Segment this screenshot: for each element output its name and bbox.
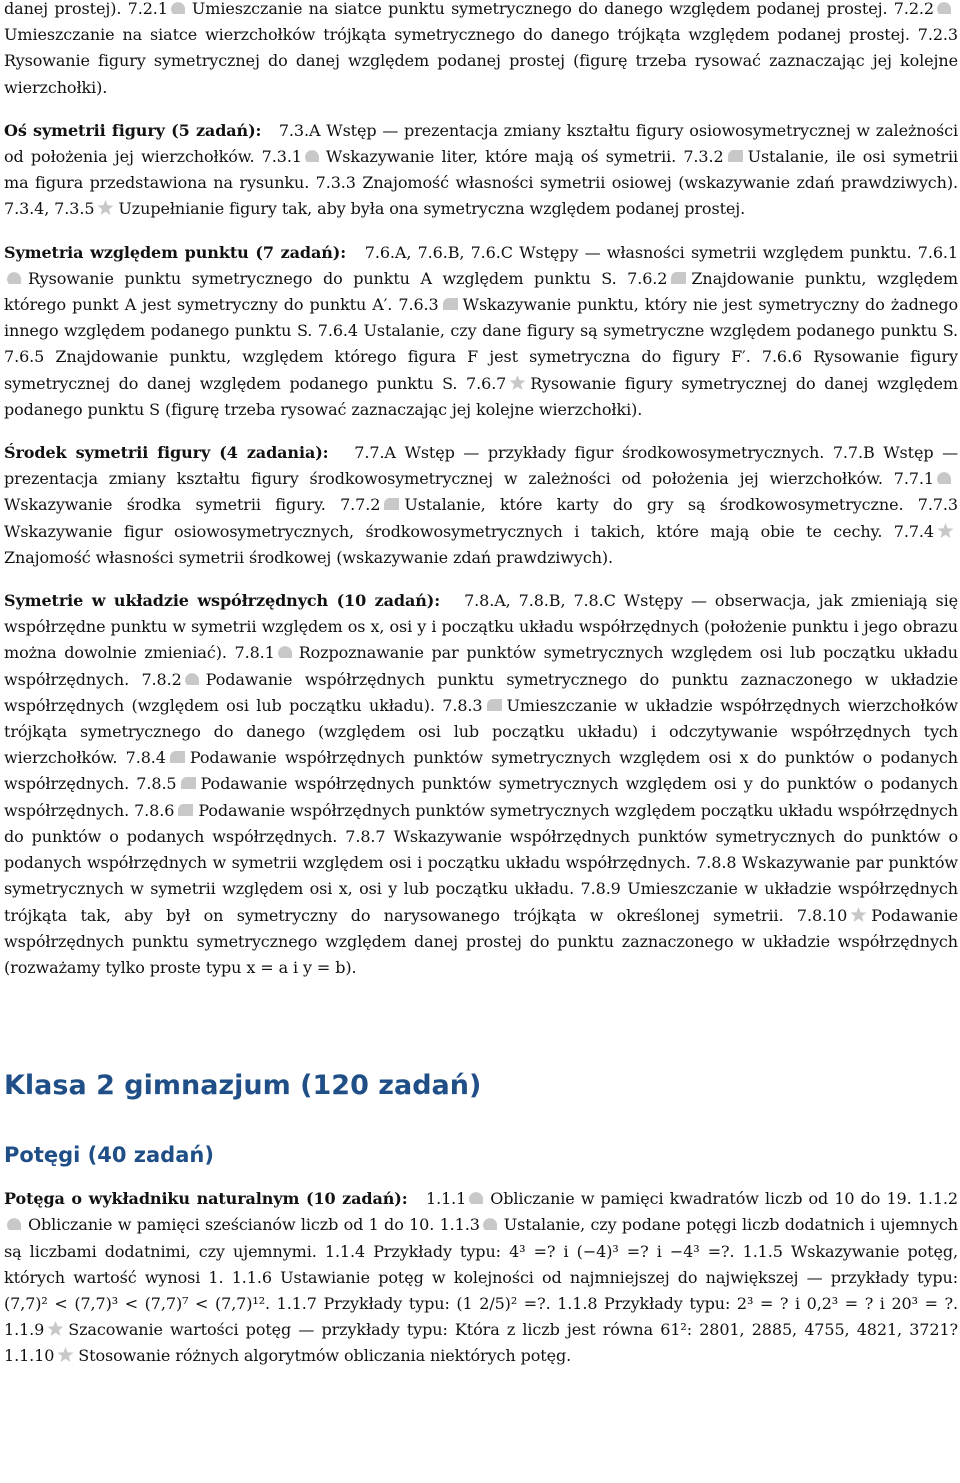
task-text: 7.7.A Wstęp — przykłady figur środkowosymetrycznych. 7.7.B Wstęp — prezentacja zmiany kształtu figury środkowosymetrycznej w zależności od położenia jej wierzchołków. 7.7.1 (4, 443, 959, 489)
task-text: 7.6.A, 7.6.B, 7.6.C Wstępy — własności symetrii względem punktu. 7.6.1 (364, 242, 958, 262)
level-1-icon (278, 644, 295, 659)
task-text: Obliczanie w pamięci kwadratów liczb od 10 do 19. 1.1.2 (490, 1189, 958, 1209)
star-icon (57, 1347, 74, 1362)
section-symetria-punktu (4, 240, 958, 423)
level-1-icon (469, 1190, 486, 1205)
task-text: Znajdowanie punktu, względem którego punkt A jest symetryczny do punktu A′. 7.6.3 (4, 268, 958, 315)
level-1-icon (305, 148, 322, 163)
level-1-icon (937, 0, 954, 15)
task-text: Podawanie współrzędnych punktów symetrycznych względem osi x do punktów o podanych współrzędnych. 7.8.5 (4, 748, 958, 794)
task-text: Rysowanie punktu symetrycznego do punktu A względem punktu S. 7.6.2 (28, 268, 668, 288)
intro-text-3: Umieszczanie na siatce wierzchołków trójkąta symetrycznego do danego trójkąta względem podanej prostej. 7.2.3 Rysowanie figury symetrycznej do danej względem podanej prostej (figurę trzeba rysować zaznaczając jej kolejne wierzchołki). (4, 25, 958, 97)
level-1-icon (483, 1216, 500, 1231)
level-1-icon (185, 671, 202, 686)
section-title: Symetria względem punktu (7 zadań): (4, 242, 347, 262)
level-2-icon (177, 802, 194, 817)
section-srodek-symetrii (4, 440, 958, 571)
task-text: Stosowanie różnych algorytmów obliczania niektórych potęg. (78, 1346, 572, 1366)
level-1-icon (7, 270, 24, 285)
chapter-heading: Potęgi (40 zadań) (4, 1143, 214, 1168)
task-text: Wskazywanie liter, które mają oś symetrii. 7.3.2 (325, 147, 724, 167)
task-text: Podawanie współrzędnych punktów symetrycznych względem osi y do punktów o podanych współrzędnych. 7.8.6 (4, 774, 958, 820)
task-text: Ustalanie, ile osi symetrii ma figura przedstawiona na rysunku. 7.3.3 Znajomość własności symetrii osiowej (wskazywanie zdań prawdziwych). 7.3.4, 7.3.5 (4, 147, 958, 219)
level-2-icon (727, 148, 744, 163)
star-icon (97, 200, 114, 215)
section-title: Oś symetrii figury (5 zadań): (4, 120, 262, 140)
task-text: 7.3.A Wstęp — prezentacja zmiany kształtu figury osiowosymetrycznej w zależności od położenia jej wierzchołków. 7.3.1 (4, 120, 959, 167)
level-2-icon (169, 749, 186, 764)
star-icon (509, 375, 526, 390)
level-2-icon (670, 270, 687, 285)
section-uklad-wspolrzednych (4, 588, 958, 981)
task-text: Wskazywanie punktu, który nie jest symetryczny do żadnego innego względem podanego punktu S. 7.6.4 Ustalanie, czy dane figury są symetryczne względem podanego punktu S. 7.6.5 Znajdowanie punktu, względem którego figura F jest symetryczna do figury F′. 7.6.6 Rysowanie figury symetrycznej do danej względem podanego punktu S. 7.6.7 (4, 295, 958, 393)
task-text: Podawanie współrzędnych punktów symetrycznych względem początku układu współrzędnych do punktów o podanych współrzędnych. 7.8.7 Wskazywanie współrzędnych punktów symetrycznych do punktów o podanych współrzędnych w symetrii względem osi i początku układu współrzędnych. 7.8.8 Wskazywanie par punktów symetrycznych w symetrii względem osi x, osi y lub początku układu. 7.8.9 Umieszczanie w układzie współrzędnych trójkąta tak, aby był on symetryczny do narysowanego trójkąta w określonej symetrii. 7.8.10 (4, 800, 958, 925)
task-text: Ustalanie, które karty do gry są środkowosymetryczne. 7.7.3 Wskazywanie figur osiowosymetrycznych, środkowosymetrycznych i takich, które mają obie te cechy. 7.7.4 (4, 495, 958, 541)
star-icon (937, 523, 954, 538)
task-text: Podawanie współrzędnych punktu symetrycznego względem danej prostej do punktu zaznaczonego w układzie współrzędnych (rozważamy tylko proste typu x = a i y = b). (4, 905, 958, 977)
task-text: Rysowanie figury symetrycznej do danej względem podanego punktu S (figurę trzeba rysować zaznaczając jej kolejne wierzchołki). (4, 373, 958, 419)
task-text: Rozpoznawanie par punktów symetrycznych względem osi lub początku układu współrzędnych. 7.8.2 (4, 643, 958, 689)
level-1-icon (7, 1216, 24, 1231)
star-icon (850, 907, 867, 922)
task-text: Ustalanie, czy podane potęgi liczb dodatnich i ujemnych są liczbami dodatnimi, czy ujemnymi. 1.1.4 Przykłady typu: 4³ =? i (−4)³ =? i −4³ =?. 1.1.5 Wskazywanie potęg, których wartość wynosi 1. 1.1.6 Ustawianie potęg w kolejności od najmniejszej do największej — przykłady typu: (7,7)² < (7,7)³ < (7,7)⁷ < (7,7)¹². 1.1.7 Przykłady typu: (1 2/5)² =?. 1.1.8 Przykłady typu: 2³ = ? i 0,2³ = ? i 20³ = ?. 1.1.9 (4, 1215, 958, 1340)
level-1-icon (937, 470, 954, 485)
section-os-symetrii (4, 118, 958, 223)
section-title: Symetrie w układzie współrzędnych (10 zadań): (4, 591, 441, 611)
section-title: Środek symetrii figury (4 zadania): (4, 443, 329, 463)
intro-text-2: Umieszczanie na siatce punktu symetrycznego do danego względem podanej prostej. 7.2.2 (191, 0, 934, 18)
task-text: Umieszczanie w układzie współrzędnych wierzchołków trójkąta symetrycznego do danego (względem osi lub początku układu) i odczytywanie współrzędnych tych wierzchołków. 7.8.4 (4, 695, 958, 768)
star-icon (47, 1321, 64, 1336)
section-potega (4, 1186, 958, 1369)
level-2-icon (180, 775, 197, 790)
task-text: 7.8.A, 7.8.B, 7.8.C Wstępy — obserwacja, jak zmieniają się współrzędne punktu w symetrii względem os x, osi y i początku układu współrzędnych (położenie punktu i jego obrazu można dowolnie zmieniać). 7.8.1 (4, 591, 958, 663)
class-heading: Klasa 2 gimnazjum (120 zadań) (4, 1070, 482, 1102)
task-text: 1.1.1 (426, 1189, 467, 1209)
level-1-icon (171, 0, 188, 15)
task-text: Znajomość własności symetrii środkowej (wskazywanie zdań prawdziwych). (4, 547, 614, 567)
task-text: Uzupełnianie figury tak, aby była ona symetryczna względem podanej prostej. (118, 199, 746, 219)
level-2-icon (486, 697, 503, 712)
task-text: Szacowanie wartości potęg — przykłady typu: Która z liczb jest równa 61²: 2801, 2885, 4755, 4821, 3721? 1.1.10 (4, 1320, 958, 1366)
level-2-icon (383, 496, 400, 511)
level-2-icon (442, 296, 459, 311)
intro-paragraph (4, 0, 958, 101)
task-text: Wskazywanie środka symetrii figury. 7.7.2 (4, 495, 381, 515)
task-text: Podawanie współrzędnych punktu symetrycznego do punktu zaznaczonego w układzie współrzędnych (względem osi lub początku układu). 7.8.3 (4, 669, 958, 715)
intro-text-1: danej prostej). 7.2.1 (4, 0, 168, 18)
task-text: Obliczanie w pamięci sześcianów liczb od 1 do 10. 1.1.3 (28, 1215, 480, 1235)
section-title: Potęga o wykładniku naturalnym (10 zadań): (4, 1189, 408, 1209)
